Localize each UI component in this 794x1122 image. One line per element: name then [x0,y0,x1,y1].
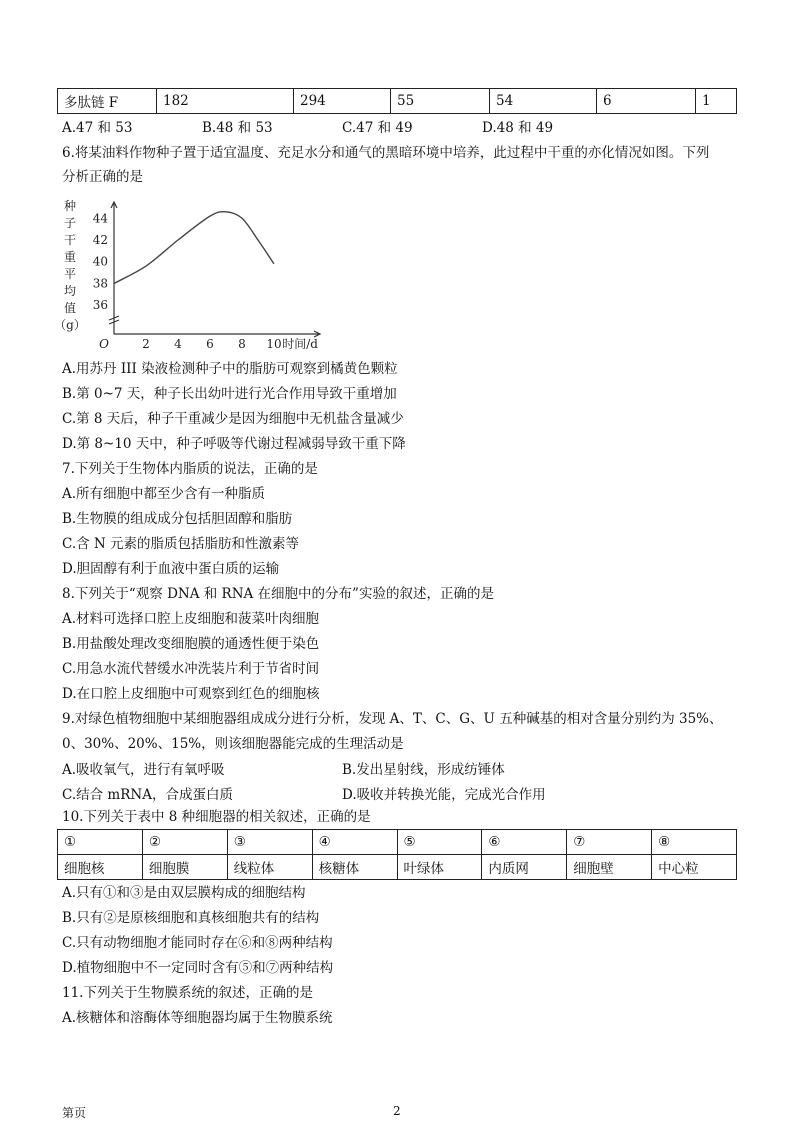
table-cell: ② [142,830,227,855]
q10-stem: 10.下列关于表中 8 种细胞器的相关叙述，正确的是 [62,809,371,825]
table-cell: 55 [391,89,490,114]
x-tick-label: 2 [142,337,150,351]
q7-stem: 7.下列关于生物体内脂质的说法，正确的是 [62,461,318,477]
table-cell: ⑧ [652,830,737,855]
table-cell: 叶绿体 [397,855,482,880]
q6-stem-line1: 6.将某油料作物种子置于适宜温度、充足水分和通气的黑暗环境中培养，此过程中干重的亦化情况如图。下列 [62,145,710,161]
dry-weight-chart [54,196,322,356]
q9-stem-line1: 9.对绿色植物细胞中某细胞器组成成分进行分析，发现 A、T、C、G、U 五种碱基的相对含量分别约为 35%、 [62,711,723,727]
q9-options-row1 [62,758,742,778]
y-axis-label-char: 均 [63,284,77,298]
q7-option-a: A.所有细胞中都至少含有一种脂质 [62,486,266,502]
y-tick-label: 40 [92,254,108,269]
q5-options [62,116,742,136]
q6-option-a: A.用苏丹 III 染液检测种子中的脂肪可观察到橘黄色颗粒 [62,361,398,377]
q9-option-d: D.吸收并转换光能，完成光合作用 [342,787,546,803]
table-cell: ③ [227,830,312,855]
option-d: D.48 和 49 [482,120,554,136]
table-cell: 多肽链 F [58,89,157,114]
y-axis-label-char: 重 [63,250,77,264]
dry-weight-curve [114,212,274,284]
table-cell: 294 [294,89,391,114]
footer-label: 第页 [62,1106,87,1120]
q7-option-b: B.生物膜的组成成分包括胆固醇和脂肪 [62,511,293,527]
y-axis-label-char: 子 [63,216,77,230]
table-cell: 54 [490,89,597,114]
table-cell: 细胞核 [58,855,143,880]
table-cell: 6 [597,89,696,114]
q9-option-a: A.吸收氧气，进行有氧呼吸 [62,762,225,778]
q7-option-d: D.胆固醇有利于血液中蛋白质的运输 [62,561,280,577]
y-axis-label-char: 种 [63,199,77,213]
y-tick-label: 42 [92,233,108,247]
q9-stem-line2: 0、30%、20%、15%，则该细胞器能完成的生理活动是 [62,736,404,752]
y-tick-label: 36 [92,298,108,313]
table-cell: 线粒体 [227,855,312,880]
q11-option-a: A.核糖体和溶酶体等细胞器均属于生物膜系统 [62,1010,333,1026]
table-row-names [58,855,737,880]
x-tick-label: 4 [174,337,182,351]
table-cell: 内质网 [482,855,567,880]
table-cell: 核糖体 [312,855,397,880]
x-tick-label: 10 [266,337,282,351]
q7-option-c: C.含 N 元素的脂质包括脂肪和性激素等 [62,536,300,552]
q8-option-b: B.用盐酸处理改变细胞膜的通透性便于染色 [62,636,320,652]
option-c: C.47 和 49 [342,120,413,136]
y-axis-label-char: 值 [63,301,77,315]
option-b: B.48 和 53 [202,120,273,136]
q6-option-d: D.第 8~10 天中，种子呼吸等代谢过程减弱导致干重下降 [62,436,406,452]
q6-option-c: C.第 8 天后，种子干重减少是因为细胞中无机盐含量减少 [62,411,404,427]
table-row [58,89,737,114]
y-axis-label-char: （g） [54,318,86,332]
x-tick-label: 6 [206,337,214,351]
table-cell: 细胞壁 [567,855,652,880]
y-tick-label: 38 [92,276,108,291]
table-cell: 细胞膜 [142,855,227,880]
x-tick-label: 8 [238,337,246,351]
q8-stem: 8.下列关于“观察 DNA 和 RNA 在细胞中的分布”实验的叙述，正确的是 [62,586,494,602]
q6-option-b: B.第 0~7 天，种子长出幼叶进行光合作用导致干重增加 [62,386,397,402]
page-number: 2 [393,1104,401,1118]
y-axis-label-char: 平 [63,267,77,281]
table-row-numbers [58,830,737,855]
q10-option-b: B.只有②是原核细胞和真核细胞共有的结构 [62,910,320,926]
q8-option-c: C.用急水流代替缓水冲洗装片利于节省时间 [62,661,320,677]
q10-option-a: A.只有①和③是由双层膜构成的细胞结构 [62,885,306,901]
q9-option-b: B.发出星射线，形成纺锤体 [342,762,505,778]
table-cell: ⑦ [567,830,652,855]
peptide-table [57,88,737,114]
q8-option-a: A.材料可选择口腔上皮细胞和菠菜叶肉细胞 [62,611,320,627]
table-cell: 中心粒 [652,855,737,880]
y-axis-label-char: 干 [63,233,77,247]
q10-option-c: C.只有动物细胞才能同时存在⑥和⑧两种结构 [62,935,333,951]
table-cell: ⑤ [397,830,482,855]
q10-option-d: D.植物细胞中不一定同时含有⑤和⑦两种结构 [62,960,334,976]
table-cell: ④ [312,830,397,855]
x-axis-label: 时间/d [282,337,318,351]
q6-stem-line2: 分析正确的是 [62,169,143,185]
table-cell: ⑥ [482,830,567,855]
table-cell: 1 [696,89,737,114]
y-tick-label: 44 [92,211,108,226]
q8-option-d: D.在口腔上皮细胞中可观察到红色的细胞核 [62,686,320,702]
q11-stem: 11.下列关于生物膜系统的叙述，正确的是 [62,985,313,1001]
origin-label: O [99,337,109,351]
organelle-table [57,829,737,880]
option-a: A.47 和 53 [62,120,133,136]
q9-options-row2 [62,783,742,803]
q9-option-c: C.结合 mRNA，合成蛋白质 [62,787,233,803]
table-cell: ① [58,830,143,855]
table-cell: 182 [157,89,294,114]
